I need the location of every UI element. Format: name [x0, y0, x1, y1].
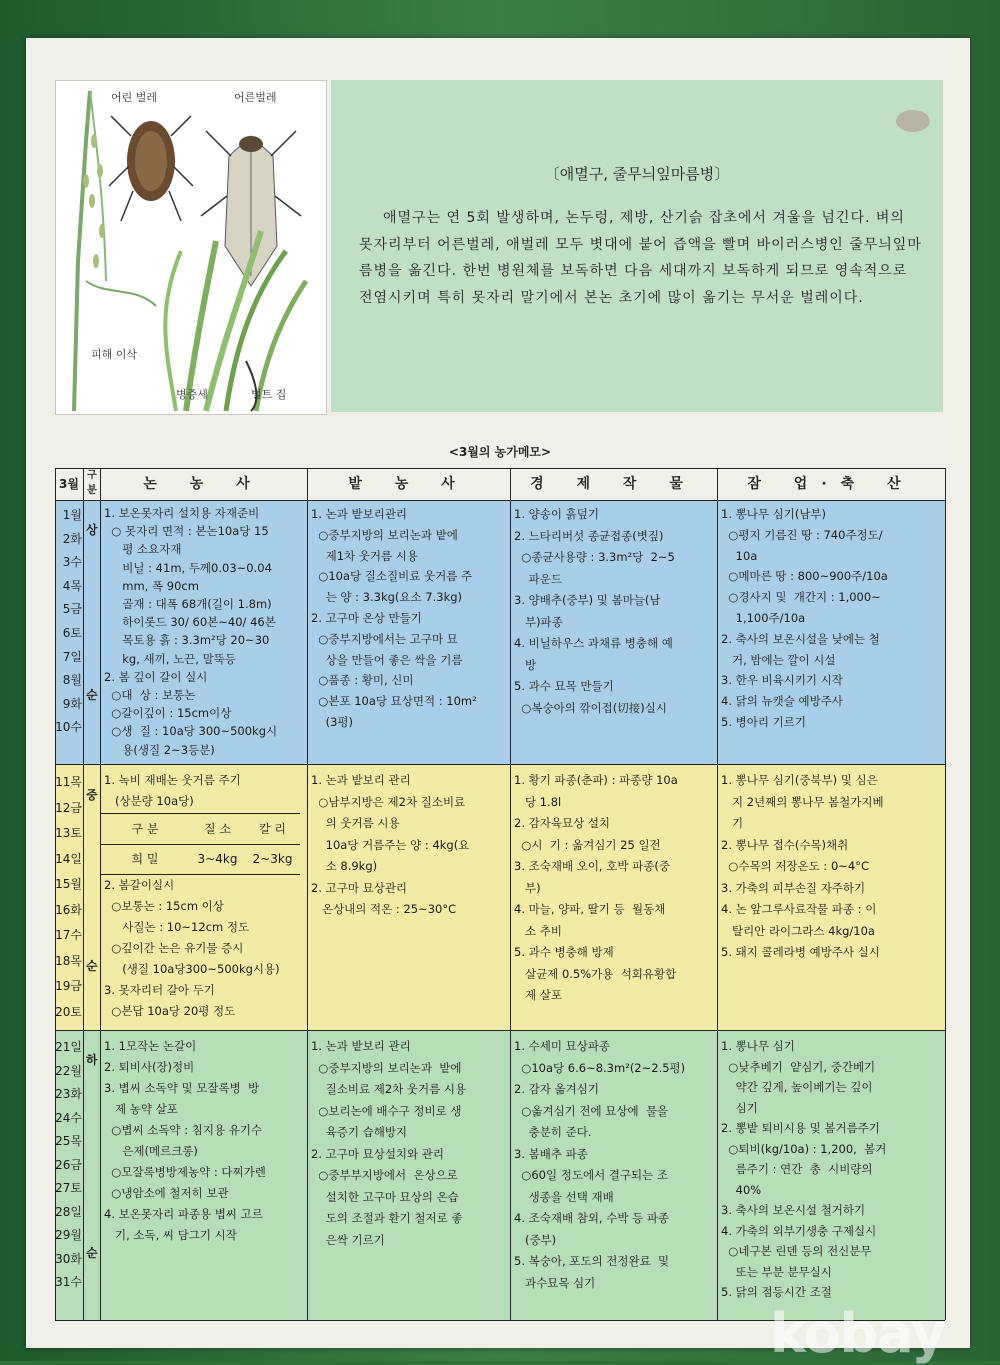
- header-field: 밭 농 사: [348, 476, 469, 492]
- cell-late-seri: 1. 뽕나무 심기 ○낮추베기 얕심기, 중간베기 약간 깊게, 높이베기는 깊이 심기 2. 뽕밭 퇴비시용 및 봄거름주기 ○퇴비(kg/10a) : 1,200, 봄거 름주기 : 연간 총 시비량의 40% 3. 축사의 보온시설 철거하기 4. 가축의 외부기생충 구제실시 ○네구본 린덴 등의 전신분무 또는 부분 분무실시 5. 닭의 점등시간 조절: [721, 1039, 887, 1299]
- cell-early-field: 1. 논과 밭보리관리 ○중부지방의 보리논과 밭에 제1차 웃거름 시용 ○10a당 질소질비료 웃거름 주 는 양 : 3.3kg(요소 7.3kg) 2. 고구마 온상 만들기 ○중부지방에서는 고구마 묘 상을 만들어 좋은 싹을 기름 ○품종 : 황미, 신미 ○본포 10a당 묘상면적 : 10m² (3평): [311, 507, 477, 729]
- header-cash-crops: 경 제 작 물: [530, 476, 697, 492]
- rule: [307, 468, 308, 1320]
- subtable-row: [100, 844, 300, 874]
- subtable-col-nitrogen: 질 소: [204, 822, 231, 836]
- header-division: 구분: [87, 470, 97, 496]
- header-rice: 논 농 사: [143, 476, 264, 492]
- rule: [100, 468, 101, 1320]
- cell-early-cash: 1. 양송이 흙덮기 2. 느타리버섯 종균접종(볏짚) ○종균사용량 : 3.3m²당 2~5 파운드 3. 양배추(중부) 및 봄마늘(남 부)파종 4. 비닐하우스 과채류 병충해 예 방 5. 과수 묘목 만들기 ○복숭아의 깎이접(切接)실시: [514, 507, 675, 715]
- header-month: 3월: [59, 477, 79, 491]
- label-eggs: 벌트 집: [251, 388, 287, 401]
- cell-late-cash: 1. 수세미 묘상파종 ○10a당 6.6~8.3m²(2~2.5평) 2. 감자 옮겨심기 ○옮겨심기 전에 묘상에 물을 충분히 준다. 3. 봄배추 파종 ○60일 정도에서 결구되는 조 생종을 선택 재배 4. 조숙재배 참외, 수박 등 파종 (중부) 5. 복숭아, 포도의 전정완료 및 과수묘목 심기: [514, 1039, 686, 1290]
- memo-title: <3월의 농가메모>: [448, 445, 552, 459]
- rule: [55, 1030, 945, 1031]
- rule: [83, 468, 84, 1320]
- cell-mid-cash: 1. 황기 파종(춘파) : 파종량 10a 당 1.8l 2. 감자육묘상 설치 ○시 기 : 옮겨심기 25 일전 3. 조숙재배 오이, 호박 파종(중 부) 4. 마늘, 양파, 딸기 등 월동채 소 추비 5. 과수 병충해 방제 살균제 0.5%가용 석회유황합 제 살포: [514, 773, 678, 1002]
- cell-mid-field: 1. 논과 밭보리 관리 ○남부지방은 제2차 질소비료 의 웃거름 시용 10a당 거름주는 양 : 4kg(요 소 8.9kg) 2. 고구마 묘상관리 온상내의 적온 : 25~30°C: [311, 773, 470, 916]
- label-nymph: 어린 벌레: [111, 91, 158, 104]
- pest-illustration: [55, 80, 327, 415]
- cell-early-rice: 1. 보온못자리 설치용 자재준비 ○ 못자리 면적 : 본논10a당 15 평 소요자재 비닐 : 41m, 두께0.03~0.04 mm, 폭 90cm 골재 : 대폭 68개(길이 1.8m) 하이롯드 30/ 60본~40/ 46본 목토용 흙 : 3.3m²당 20~30 kg, 새끼, 노끈, 말뚝등 2. 봄 깊이 갈이 실시 ○대 상 : 보통논 ○갈이깊이 : 15cm이상 ○생 질 : 10a당 300~500kg시 용(생질 2~3등분): [104, 506, 278, 757]
- fertilizer-subtable: [100, 813, 300, 875]
- cell-late-rice: 1. 1모작논 논갈이 2. 퇴비사(장)정비 3. 볍씨 소독약 및 모잘록병 방 제 농약 살포 ○볍씨 소독약 : 침지용 유기수 은제(메르크롱) ○모잘록병방제농약 : 다찌가렌 ○냉암소에 철저히 보관 4. 보온못자리 파종용 볍씨 고르 기, 소독, 씨 담그기 시작: [104, 1039, 266, 1242]
- days-mid: 11목 12금 13토 14일 15월 16화 17수 18목 19금 20토: [55, 775, 82, 1019]
- label-adult: 어른벌레: [234, 91, 277, 104]
- subtable-potassium-value: 2~3kg: [252, 852, 293, 866]
- intro-box: [331, 80, 943, 412]
- period-mid: 중 순: [86, 788, 98, 973]
- days-early: 1월 2화 3수 4목 5금 6토 7일 8월 9화 10수: [55, 508, 82, 735]
- intro-title: 〔애멸구, 줄무늬잎마름병〕: [544, 165, 730, 183]
- planthopper-drawing: [56, 81, 326, 414]
- subtable-col-potassium: 칼 리: [259, 822, 286, 836]
- rule: [717, 468, 718, 1320]
- label-damage: 피해 이삭: [91, 348, 138, 361]
- farm-memo-table: [55, 468, 945, 1320]
- cell-late-field: 1. 논과 밭보리 관리 ○중부지방의 보리논과 밭에 질소비료 제2차 웃거름 시용 ○보리논에 배수구 정비로 생 육증기 습해방지 2. 고구마 묘상설치와 관리 ○중부부지방에서 온상으로 설치한 고구마 묘상의 온습 도의 조절과 환기 철저로 좋 은싹 기르기: [311, 1039, 467, 1247]
- subtable-nitrogen-value: 3~4kg: [197, 852, 238, 866]
- subtable-col-division: 구 분: [131, 822, 159, 836]
- period-early: 상 순: [86, 523, 98, 702]
- rule: [55, 468, 945, 469]
- punch-hole: [896, 110, 930, 132]
- rule: [945, 468, 946, 1320]
- rule: [510, 468, 511, 1320]
- intro-body: 애멸구는 연 5회 발생하며, 논두렁, 제방, 산기슭 잡초에서 겨울을 넘긴다. 벼의 못자리부터 어른벌레, 애벌레 모두 볏대에 붙어 즙액을 빨며 바이러스병인 줄무늬잎마름병을 옮긴다. 한번 병원체를 보독하면 다음 세대까지 보독하게 되므로 영속적으로 전염시키며 특히 못자리 말기에서 본논 초기에 많이 옮기는 무서운 벌레이다.: [359, 210, 922, 306]
- header-sericulture: 잠 업·축 산: [747, 476, 915, 492]
- period-late: 하 순: [86, 1053, 98, 1260]
- subtable-item: 희 밀: [131, 852, 159, 866]
- rule: [55, 764, 945, 765]
- cell-mid-seri: 1. 뽕나무 심기(중북부) 및 심은 지 2년째의 뽕나무 봄철가지베 기 2. 뽕나무 접수(수목)채취 ○수목의 저장온도 : 0~4°C 3. 가축의 피부손질 자주하기 4. 논 앞그루사료작물 파종 : 이 탈리안 라이그라스 4kg/10a 5. 돼지 콜레라병 예방주사 실시: [721, 773, 884, 959]
- cell-early-seri: 1. 뽕나무 심기(남부) ○평지 기름진 땅 : 740주정도/ 10a ○메마른 땅 : 800~900주/10a ○경사지 및 개간지 : 1,000~ 1,100주/10a 2. 축사의 보온시설을 낮에는 철 거, 밤에는 깔이 시설 3. 한우 비육시키기 시작 4. 닭의 뉴캣슬 예방주사 5. 병아리 기르기: [721, 507, 888, 729]
- days-late: 21일 22월 23화 24수 25목 26금 27토 28일 29월 30화 31수: [55, 1040, 82, 1289]
- subtable-header-row: [100, 814, 300, 845]
- watermark-logo: kobay: [770, 1302, 946, 1365]
- rule: [55, 500, 945, 501]
- cell-mid-rice: 1. 녹비 재배논 웃거름 주기 (상분량 10a당) 2. 봄갈이실시 ○보통논 : 15cm 이상 사질논 : 10~12cm 정도 ○깊이간 논은 유기물 증시 (생질 10a당300~500kg시용) 3. 못자리터 갈아 두기 ○본답 10a당 20평 정도: [104, 773, 280, 1018]
- label-symptom: 병증세: [176, 388, 208, 401]
